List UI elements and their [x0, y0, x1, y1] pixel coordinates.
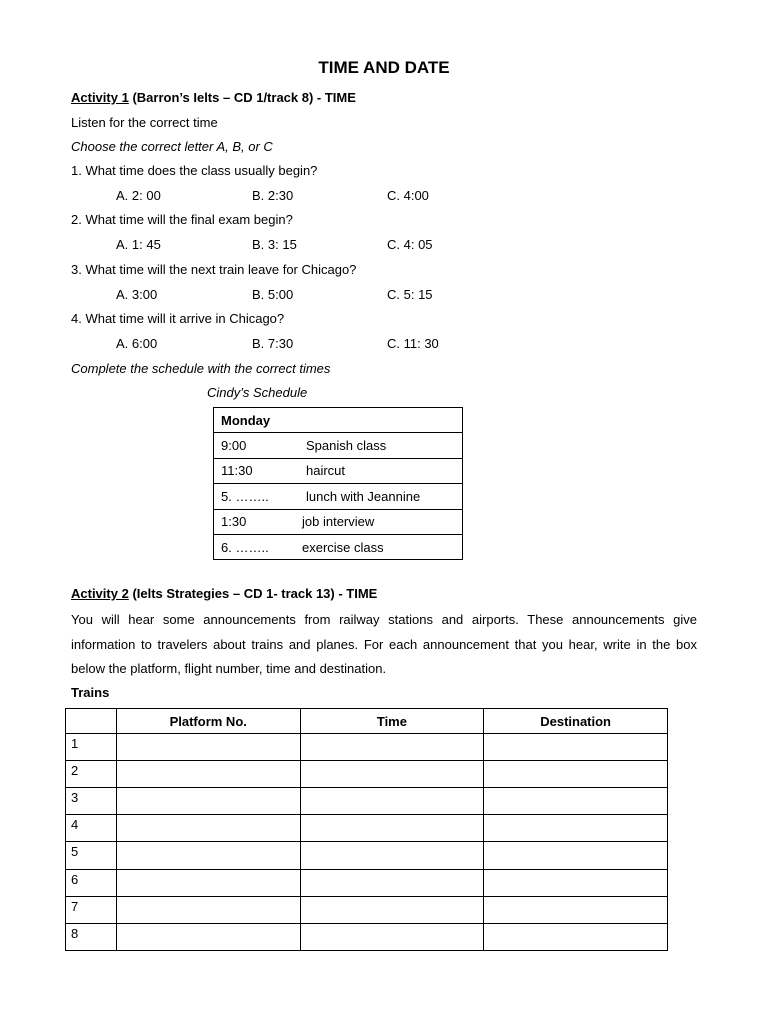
- question-1: 1. What time does the class usually begin?: [71, 163, 318, 178]
- destination-cell[interactable]: [484, 761, 668, 788]
- table-row: [66, 761, 668, 788]
- row-number: 2: [66, 761, 117, 788]
- platform-cell[interactable]: [116, 815, 300, 842]
- schedule-day: Monday: [214, 408, 463, 433]
- q3-option-c: C. 5: 15: [387, 287, 433, 302]
- row-number: 5: [66, 842, 117, 869]
- time-cell[interactable]: [300, 788, 484, 815]
- table-row: [66, 923, 668, 950]
- schedule-title: Cindy’s Schedule: [207, 385, 308, 400]
- schedule-row: [214, 509, 463, 534]
- activity1-heading: [71, 90, 356, 105]
- schedule-event: exercise class: [302, 539, 384, 555]
- time-cell[interactable]: [300, 923, 484, 950]
- header-platform: Platform No.: [116, 709, 300, 734]
- destination-cell[interactable]: [484, 815, 668, 842]
- table-row: [66, 842, 668, 869]
- q1-option-c: C. 4:00: [387, 188, 429, 203]
- row-number: 1: [66, 734, 117, 761]
- activity1-choose: Choose the correct letter A, B, or C: [71, 139, 273, 154]
- destination-cell[interactable]: [484, 923, 668, 950]
- schedule-time: 1:30: [221, 514, 247, 530]
- schedule-time: 9:00: [221, 438, 247, 454]
- q4-option-a: A. 6:00: [116, 336, 158, 351]
- time-cell[interactable]: [300, 842, 484, 869]
- schedule-row: [214, 433, 463, 458]
- destination-cell[interactable]: [484, 896, 668, 923]
- q4-option-b: B. 7:30: [252, 336, 294, 351]
- header-number: [66, 709, 117, 734]
- activity1-instruction: Listen for the correct time: [71, 115, 218, 130]
- table-row: [66, 788, 668, 815]
- schedule-row: [214, 534, 463, 559]
- row-number: 6: [66, 869, 117, 896]
- header-time: Time: [300, 709, 484, 734]
- q2-option-c: C. 4: 05: [387, 237, 433, 252]
- schedule-row: [214, 458, 463, 483]
- page-title: TIME AND DATE: [318, 58, 450, 77]
- q4-option-c: C. 11: 30: [387, 336, 439, 351]
- activity2-heading: [71, 586, 377, 601]
- row-number: 3: [66, 788, 117, 815]
- schedule-event: job interview: [302, 514, 375, 530]
- schedule-table: [213, 407, 463, 560]
- trains-table: [65, 708, 668, 951]
- schedule-time: 6. ……..: [221, 539, 269, 555]
- question-4: 4. What time will it arrive in Chicago?: [71, 311, 285, 326]
- activity2-label: Activity 2: [71, 586, 129, 601]
- time-cell[interactable]: [300, 734, 484, 761]
- platform-cell[interactable]: [116, 896, 300, 923]
- time-cell[interactable]: [300, 815, 484, 842]
- platform-cell[interactable]: [116, 923, 300, 950]
- activity1-source: (Barron’s Ielts – CD 1/track 8) - TIME: [132, 90, 356, 105]
- table-row: [66, 815, 668, 842]
- activity1-label: Activity 1: [71, 90, 129, 105]
- schedule-event: Spanish class: [306, 438, 387, 454]
- q3-option-b: B. 5:00: [252, 287, 294, 302]
- activity2-source: (Ielts Strategies – CD 1- track 13) - TIME: [132, 586, 378, 601]
- schedule-time: 5. ……..: [221, 488, 269, 504]
- time-cell[interactable]: [300, 761, 484, 788]
- q2-option-b: B. 3: 15: [252, 237, 297, 252]
- header-destination: Destination: [484, 709, 668, 734]
- schedule-header-row: [214, 408, 463, 433]
- row-number: 4: [66, 815, 117, 842]
- row-number: 8: [66, 923, 117, 950]
- q1-option-a: A. 2: 00: [116, 188, 161, 203]
- platform-cell[interactable]: [116, 842, 300, 869]
- destination-cell[interactable]: [484, 842, 668, 869]
- question-3: 3. What time will the next train leave for Chicago?: [71, 262, 357, 277]
- table-row: [66, 896, 668, 923]
- destination-cell[interactable]: [484, 869, 668, 896]
- platform-cell[interactable]: [116, 761, 300, 788]
- platform-cell[interactable]: [116, 788, 300, 815]
- platform-cell[interactable]: [116, 734, 300, 761]
- q1-option-b: B. 2:30: [252, 188, 294, 203]
- schedule-event: lunch with Jeannine: [306, 488, 421, 504]
- activity2-paragraph: You will hear some announcements from railway stations and airports. These announcements give information to travelers about trains and planes. For each announcement that you hear, write in the box below the platform, flight number, time and destination.: [71, 612, 697, 677]
- table-row: [66, 869, 668, 896]
- schedule-time: 11:30: [221, 463, 253, 479]
- q3-option-a: A. 3:00: [116, 287, 158, 302]
- table-row: [66, 734, 668, 761]
- destination-cell[interactable]: [484, 788, 668, 815]
- schedule-row: [214, 484, 463, 509]
- q2-option-a: A. 1: 45: [116, 237, 161, 252]
- time-cell[interactable]: [300, 869, 484, 896]
- schedule-event: haircut: [306, 463, 346, 479]
- destination-cell[interactable]: [484, 734, 668, 761]
- row-number: 7: [66, 896, 117, 923]
- question-2: 2. What time will the final exam begin?: [71, 212, 293, 227]
- trains-header-row: [66, 709, 668, 734]
- platform-cell[interactable]: [116, 869, 300, 896]
- trains-label: Trains: [71, 685, 110, 700]
- schedule-instruction: Complete the schedule with the correct times: [71, 361, 331, 376]
- time-cell[interactable]: [300, 896, 484, 923]
